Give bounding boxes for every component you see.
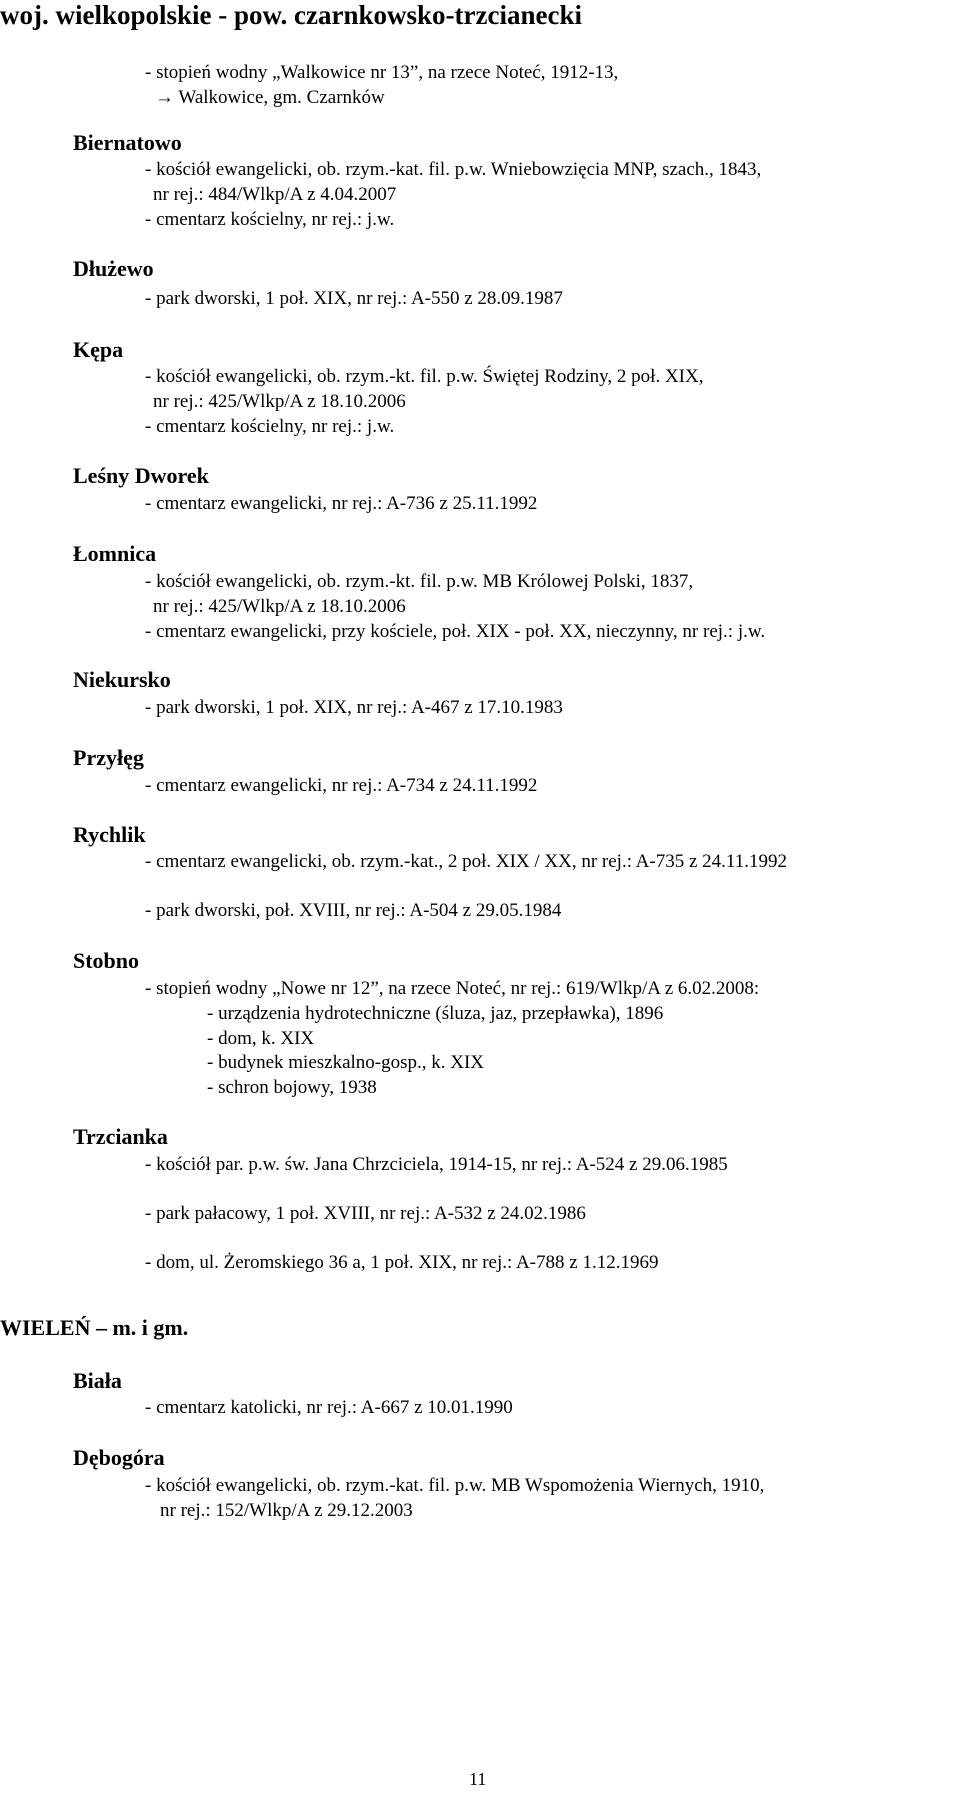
entry-subitem: - urządzenia hydrotechniczne (śluza, jaz, przepławka), 1896 — [207, 1003, 664, 1024]
entry-item: - dom, ul. Żeromskiego 36 a, 1 poł. XIX, nr rej.: A-788 z 1.12.1969 — [145, 1252, 659, 1273]
entry-item: - cmentarz kościelny, nr rej.: j.w. — [145, 416, 395, 437]
entry-item: - kościół ewangelicki, ob. rzym.-kat. fil. p.w. Wniebowzięcia MNP, szach., 1843, — [145, 159, 762, 180]
entry-item: - cmentarz ewangelicki, ob. rzym.-kat., 2 poł. XIX / XX, nr rej.: A-735 z 24.11.1992 — [145, 851, 787, 872]
entry-item: - park dworski, 1 poł. XIX, nr rej.: A-467 z 17.10.1983 — [145, 697, 563, 718]
locality-heading: Przyłęg — [73, 745, 144, 770]
section-heading: WIELEŃ – m. i gm. — [0, 1315, 189, 1340]
page-header: woj. wielkopolskie - pow. czarnkowsko-trzcianecki — [0, 0, 582, 30]
entry-item: nr rej.: 484/Wlkp/A z 4.04.2007 — [153, 184, 397, 205]
locality-heading: Trzcianka — [73, 1124, 168, 1149]
locality-heading: Biała — [73, 1368, 122, 1393]
entry-item: nr rej.: 152/Wlkp/A z 29.12.2003 — [160, 1500, 413, 1521]
locality-heading: Rychlik — [73, 822, 146, 847]
entry-item: - cmentarz ewangelicki, nr rej.: A-736 z 25.11.1992 — [145, 493, 538, 514]
entry-item: - park pałacowy, 1 poł. XVIII, nr rej.: A-532 z 24.02.1986 — [145, 1203, 586, 1224]
locality-heading: Dłużewo — [73, 256, 154, 281]
entry-item: nr rej.: 425/Wlkp/A z 18.10.2006 — [153, 596, 406, 617]
locality-heading: Stobno — [73, 948, 140, 973]
entry-item: - kościół par. p.w. św. Jana Chrzciciela, 1914-15, nr rej.: A-524 z 29.06.1985 — [145, 1154, 728, 1175]
entry-item: - kościół ewangelicki, ob. rzym.-kt. fil. p.w. Świętej Rodziny, 2 poł. XIX, — [145, 366, 704, 387]
entry-item: - stopień wodny „Nowe nr 12”, na rzece Noteć, nr rej.: 619/Wlkp/A z 6.02.2008: — [145, 978, 760, 999]
entry-item: - stopień wodny „Walkowice nr 13”, na rzece Noteć, 1912-13, — [145, 62, 619, 83]
entry-cross-reference: → Walkowice, gm. Czarnków — [155, 87, 385, 108]
entry-item: - cmentarz katolicki, nr rej.: A-667 z 10.01.1990 — [145, 1397, 513, 1418]
entry-item: - kościół ewangelicki, ob. rzym.-kat. fil. p.w. MB Wspomożenia Wiernych, 1910, — [145, 1475, 765, 1496]
locality-heading: Biernatowo — [73, 130, 182, 155]
entry-item: nr rej.: 425/Wlkp/A z 18.10.2006 — [153, 391, 406, 412]
locality-heading: Leśny Dworek — [73, 463, 209, 488]
page-number: 11 — [469, 1769, 487, 1789]
entry-subitem: - dom, k. XIX — [207, 1028, 315, 1049]
entry-item: - park dworski, 1 poł. XIX, nr rej.: A-550 z 28.09.1987 — [145, 288, 563, 309]
locality-heading: Niekursko — [73, 667, 171, 692]
entry-item: - kościół ewangelicki, ob. rzym.-kt. fil. p.w. MB Królowej Polski, 1837, — [145, 571, 694, 592]
entry-item: - cmentarz ewangelicki, przy kościele, poł. XIX - poł. XX, nieczynny, nr rej.: j.w. — [145, 621, 766, 642]
entry-item: - park dworski, poł. XVIII, nr rej.: A-504 z 29.05.1984 — [145, 900, 562, 921]
locality-heading: Dębogóra — [73, 1445, 165, 1470]
locality-heading: Kępa — [73, 337, 124, 362]
entry-subitem: - budynek mieszkalno-gosp., k. XIX — [207, 1052, 485, 1073]
locality-heading: Łomnica — [73, 541, 157, 566]
entry-subitem: - schron bojowy, 1938 — [207, 1077, 377, 1098]
entry-item: - cmentarz ewangelicki, nr rej.: A-734 z 24.11.1992 — [145, 775, 538, 796]
entry-item: - cmentarz kościelny, nr rej.: j.w. — [145, 209, 395, 230]
